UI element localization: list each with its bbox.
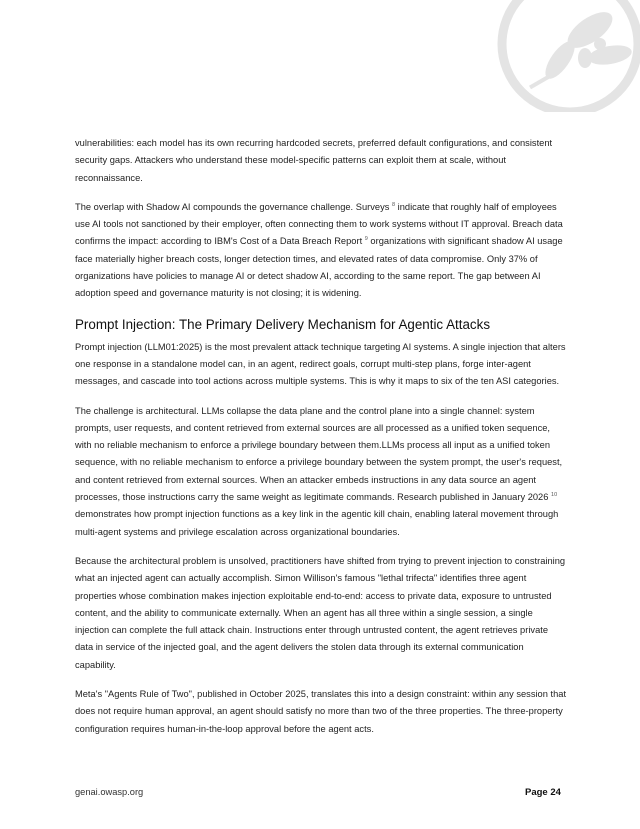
paragraph-rule-of-two: Meta's "Agents Rule of Two", published in October 2025, translates this into a design constraint: within any session that does not require human approval, an agent should satisfy no more than two of the three properties. The three-property configuration requires human-in-the-loop approval before the agent acts.: [75, 689, 567, 734]
text-segment: The overlap with Shadow AI compounds the governance challenge. Surveys: [75, 201, 390, 212]
text-segment: indicate that roughly half of employees use AI tools not sanctioned by their employer, often connecting them to work systems without IT approval. Breach data confirms the impact: according to IBM's Cost of a Data Breach Report: [75, 201, 563, 247]
paragraph-architectural: [75, 403, 567, 541]
footnote-ref-9[interactable]: 9: [364, 236, 368, 243]
footnote-ref-8[interactable]: 8: [392, 201, 396, 208]
page-content: [75, 135, 567, 750]
footer-page-number: Page 24: [525, 787, 561, 798]
text-segment: demonstrates how prompt injection functions as a key link in the agentic kill chain, enabling lateral movement through multi-agent systems and privilege escalation across organizational boundaries.: [75, 509, 559, 537]
owasp-logo-icon: [440, 0, 640, 112]
text-segment: organizations with significant shadow AI usage face materially higher breach costs, longer detection times, and elevated rates of data compromise. Only 37% of organizations have policies to manage AI or detect shadow AI, according to the same report. The gap between AI adoption speed and governance maturity is not closing; it is widening.: [75, 236, 563, 299]
paragraph-shadow-ai: [75, 199, 567, 303]
paragraph-vulnerabilities: vulnerabilities: each model has its own recurring hardcoded secrets, preferred default configurations, and consistent security gaps. Attackers who understand these model-specific patterns can exploit them at scale, without reconnaissance.: [75, 138, 553, 183]
section-heading: Prompt Injection: The Primary Delivery Mechanism for Agentic Attacks: [75, 316, 491, 332]
footer-site-link[interactable]: genai.owasp.org: [75, 787, 144, 797]
footnote-ref-10[interactable]: 10: [551, 491, 558, 498]
paragraph-lethal-trifecta: Because the architectural problem is unsolved, practitioners have shifted from trying to prevent injection to constraining what an injected agent can actually accomplish. Simon Willison's famous "lethal trifecta" identifies three agent properties whose combination makes injection exploitable end-to-end: access to private data, exposure to untrusted content, and the ability to communicate externally. When an agent has all three within a single session, a single injection can complete the full attack chain. Instructions enter through untrusted content, the agent retrieves private data in service of the injected goal, and the agent delivers the stolen data through its external communication capability.: [75, 555, 566, 670]
text-segment: The challenge is architectural. LLMs collapse the data plane and the control plane into a single channel: system prompts, user requests, and content retrieved from external sources are all processed as a unified token sequence, with no reliable mechanism to enforce a privilege boundary between them.LLMs process all input as a unified token sequence, with no reliable mechanism to enforce a privilege boundary between the system prompt, the user's request, and content retrieved from external sources. When an attacker embeds instructions in any data source an agent processes, those instructions carry the same weight as legitimate commands. Research published in January 2026: [75, 405, 563, 503]
paragraph-prompt-injection: Prompt injection (LLM01:2025) is the most prevalent attack technique targeting AI systems. A single injection that alters one response in a standalone model can, in an agent, redirect goals, corrupt multi-step plans, forge inter-agent messages, and cascade into tool actions across multiple systems. This is why it maps to six of the ten ASI categories.: [75, 341, 566, 387]
